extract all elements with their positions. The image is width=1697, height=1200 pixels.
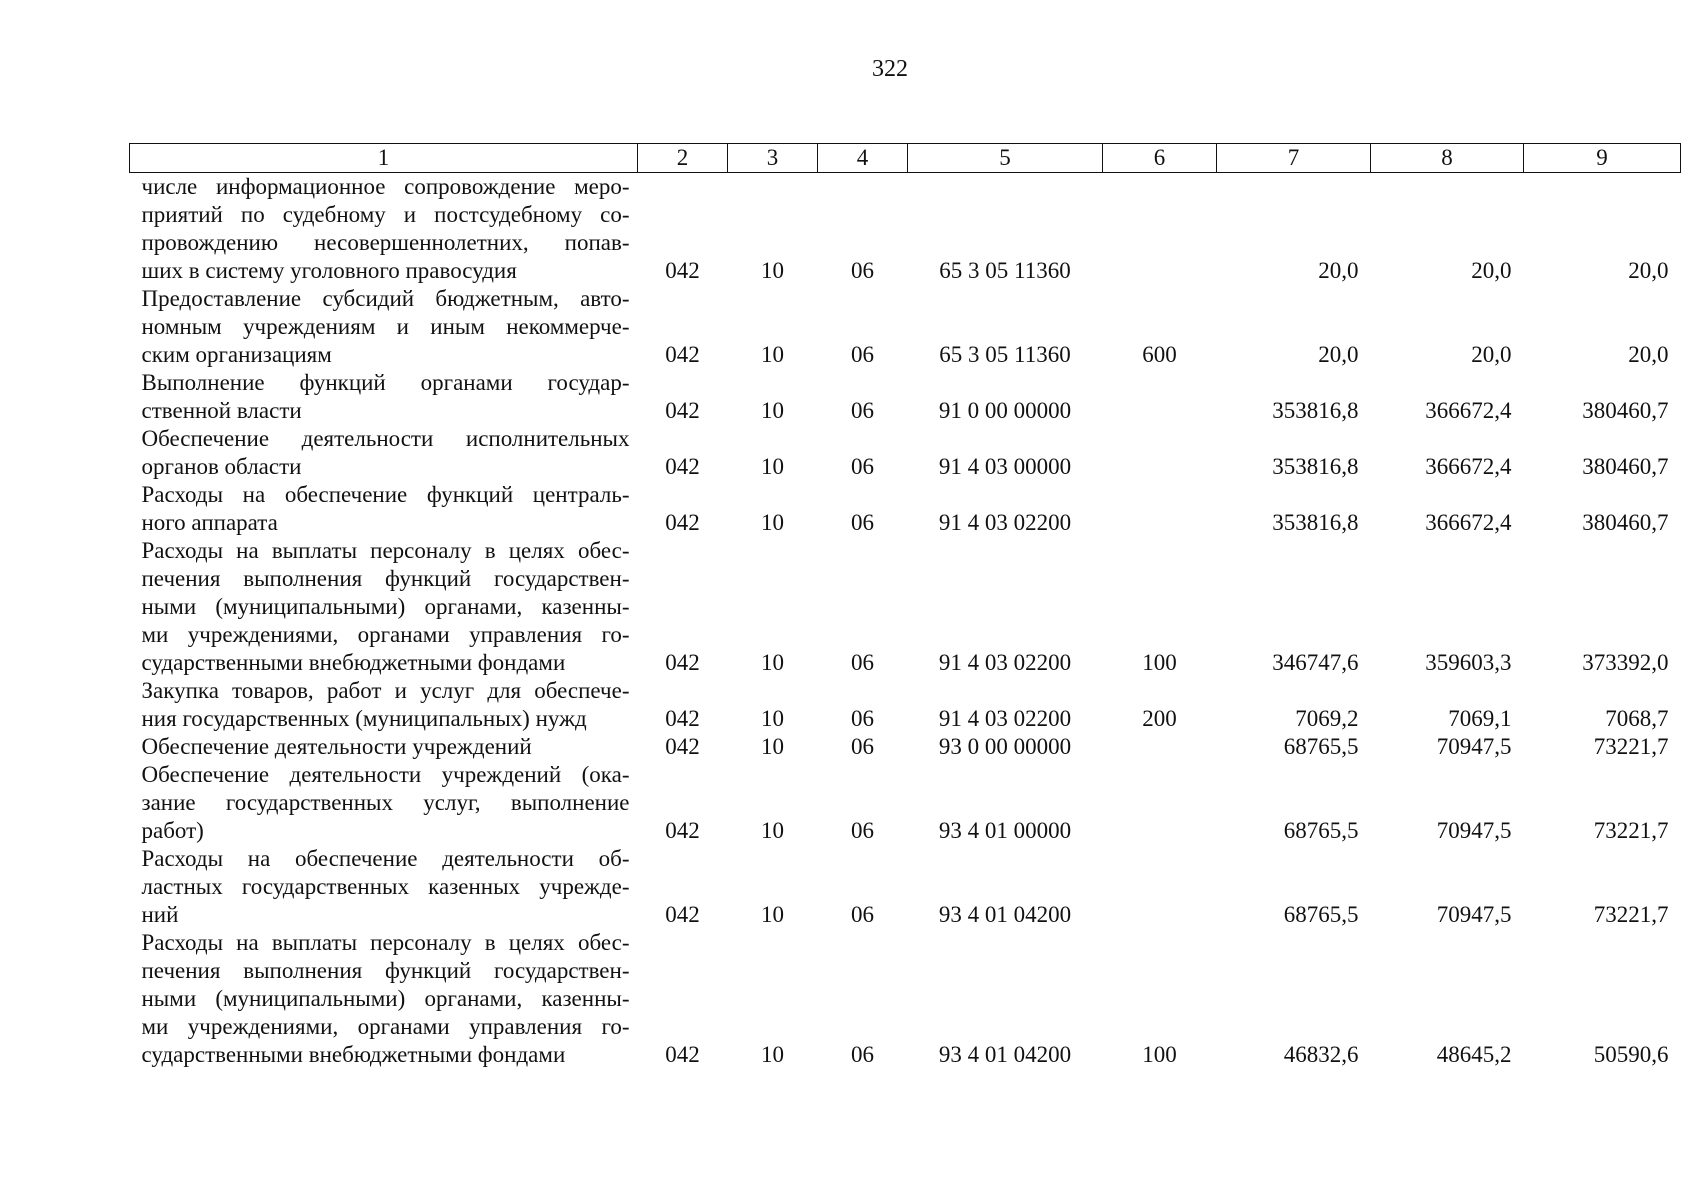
expense-type-code: 100: [1142, 1042, 1177, 1067]
table-body: [130, 173, 1681, 1070]
description-line: ний: [141, 902, 179, 927]
admin-code: 042: [665, 454, 700, 479]
amount-year-2: 20,0: [1471, 258, 1512, 283]
subsection-code: 06: [851, 342, 874, 367]
section-code: 10: [761, 706, 784, 731]
table-row: [130, 481, 1681, 537]
amount-year-2: 366672,4: [1425, 510, 1512, 535]
description-line: сударственными внебюджетными фондами: [141, 650, 566, 675]
subsection-code: 06: [851, 706, 874, 731]
column-header-9: 9: [1524, 144, 1681, 173]
row-description: [130, 173, 638, 286]
subsection-code: 06: [851, 902, 874, 927]
description-line: ного аппарата: [141, 510, 278, 535]
row-description: [130, 537, 638, 677]
amount-year-3: 73221,7: [1593, 902, 1669, 927]
budget-table-container: [129, 143, 1680, 1069]
amount-year-3: 380460,7: [1582, 398, 1669, 423]
table-row: [130, 369, 1681, 425]
target-article-code: 91 4 03 02200: [938, 706, 1072, 731]
column-header-1: 1: [130, 144, 638, 173]
section-code: 10: [761, 342, 784, 367]
description-line: номным учреждениям и иным некоммерче-: [141, 314, 630, 339]
description-line: сударственными внебюджетными фондами: [141, 1042, 566, 1067]
amount-year-3: 20,0: [1628, 342, 1669, 367]
amount-year-2: 359603,3: [1425, 650, 1512, 675]
budget-table: [129, 143, 1681, 1069]
section-code: 10: [761, 902, 784, 927]
section-code: 10: [761, 734, 784, 759]
target-article-code: 93 4 01 04200: [938, 1042, 1072, 1067]
amount-year-1: 346747,6: [1272, 650, 1359, 675]
table-row: [130, 761, 1681, 845]
amount-year-3: 380460,7: [1582, 454, 1669, 479]
description-line: ших в систему уголовного правосудия: [141, 258, 517, 283]
expense-type-code: 100: [1142, 650, 1177, 675]
row-description: [130, 733, 638, 761]
description-line: ными (муниципальными) органами, казенны-: [141, 594, 630, 619]
table-row: [130, 929, 1681, 1069]
column-header-6: 6: [1103, 144, 1217, 173]
target-article-code: 91 4 03 02200: [938, 510, 1072, 535]
amount-year-1: 353816,8: [1272, 454, 1359, 479]
amount-year-1: 68765,5: [1283, 818, 1359, 843]
admin-code: 042: [665, 902, 700, 927]
admin-code: 042: [665, 818, 700, 843]
admin-code: 042: [665, 510, 700, 535]
subsection-code: 06: [851, 734, 874, 759]
description-line: печения выполнения функций государствен-: [141, 566, 630, 591]
description-line: ния государственных (муниципальных) нужд: [141, 706, 587, 731]
column-header-8: 8: [1371, 144, 1524, 173]
amount-year-1: 46832,6: [1283, 1042, 1359, 1067]
table-row: [130, 733, 1681, 761]
column-header-7: 7: [1217, 144, 1371, 173]
subsection-code: 06: [851, 398, 874, 423]
description-line: работ): [141, 818, 204, 843]
amount-year-2: 70947,5: [1436, 818, 1512, 843]
target-article-code: 65 3 05 11360: [939, 342, 1071, 367]
column-number-row: [130, 144, 1681, 173]
row-description: [130, 845, 638, 929]
amount-year-3: 20,0: [1628, 258, 1669, 283]
amount-year-2: 70947,5: [1436, 734, 1512, 759]
amount-year-1: 353816,8: [1272, 398, 1359, 423]
admin-code: 042: [665, 734, 700, 759]
row-description: [130, 929, 638, 1069]
description-line: зание государственных услуг, выполнение: [141, 790, 630, 815]
amount-year-2: 70947,5: [1436, 902, 1512, 927]
admin-code: 042: [665, 650, 700, 675]
description-line: Расходы на выплаты персоналу в целях обес-: [141, 930, 630, 955]
amount-year-3: 380460,7: [1582, 510, 1669, 535]
description-line: Расходы на обеспечение функций централь-: [141, 482, 630, 507]
section-code: 10: [761, 1042, 784, 1067]
target-article-code: 93 0 00 00000: [938, 734, 1072, 759]
target-article-code: 91 4 03 00000: [938, 454, 1072, 479]
target-article-code: 93 4 01 00000: [938, 818, 1072, 843]
admin-code: 042: [665, 398, 700, 423]
row-description: [130, 481, 638, 537]
target-article-code: 93 4 01 04200: [938, 902, 1072, 927]
table-row: [130, 845, 1681, 929]
amount-year-2: 48645,2: [1436, 1042, 1512, 1067]
description-line: органов области: [141, 454, 302, 479]
expense-type-code: [1103, 481, 1217, 537]
table-row: [130, 677, 1681, 733]
description-line: провождению несовершеннолетних, попав-: [141, 230, 630, 255]
expense-type-code: 600: [1142, 342, 1177, 367]
amount-year-2: 366672,4: [1425, 398, 1512, 423]
description-line: ским организациям: [141, 342, 332, 367]
row-description: [130, 285, 638, 369]
description-line: Обеспечение деятельности учреждений: [141, 734, 532, 759]
description-line: Обеспечение деятельности учреждений (ока-: [141, 762, 630, 787]
row-description: [130, 761, 638, 845]
amount-year-2: 20,0: [1471, 342, 1512, 367]
table-row: [130, 537, 1681, 677]
description-line: Закупка товаров, работ и услуг для обеспече-: [141, 678, 630, 703]
table-row: [130, 173, 1681, 286]
description-line: ми учреждениями, органами управления го-: [141, 622, 630, 647]
expense-type-code: [1103, 369, 1217, 425]
description-line: числе информационное сопровождение меро-: [141, 174, 630, 199]
admin-code: 042: [665, 342, 700, 367]
column-header-2: 2: [638, 144, 728, 173]
amount-year-1: 7069,2: [1295, 706, 1359, 731]
subsection-code: 06: [851, 650, 874, 675]
amount-year-2: 7069,1: [1448, 706, 1512, 731]
subsection-code: 06: [851, 258, 874, 283]
admin-code: 042: [665, 1042, 700, 1067]
amount-year-1: 68765,5: [1283, 902, 1359, 927]
amount-year-3: 50590,6: [1593, 1042, 1669, 1067]
amount-year-1: 353816,8: [1272, 510, 1359, 535]
expense-type-code: [1103, 173, 1217, 286]
subsection-code: 06: [851, 818, 874, 843]
amount-year-1: 20,0: [1318, 258, 1359, 283]
row-description: [130, 425, 638, 481]
target-article-code: 65 3 05 11360: [939, 258, 1071, 283]
section-code: 10: [761, 454, 784, 479]
amount-year-3: 7068,7: [1605, 706, 1669, 731]
description-line: ми учреждениями, органами управления го-: [141, 1014, 630, 1039]
section-code: 10: [761, 510, 784, 535]
description-line: ластных государственных казенных учрежде-: [141, 874, 630, 899]
description-line: Расходы на обеспечение деятельности об-: [141, 846, 630, 871]
column-header-5: 5: [908, 144, 1103, 173]
admin-code: 042: [665, 706, 700, 731]
row-description: [130, 369, 638, 425]
description-line: Предоставление субсидий бюджетным, авто-: [141, 286, 630, 311]
amount-year-1: 68765,5: [1283, 734, 1359, 759]
description-line: ственной власти: [141, 398, 302, 423]
amount-year-1: 20,0: [1318, 342, 1359, 367]
amount-year-3: 73221,7: [1593, 818, 1669, 843]
description-line: Выполнение функций органами государ-: [141, 370, 630, 395]
target-article-code: 91 4 03 02200: [938, 650, 1072, 675]
subsection-code: 06: [851, 1042, 874, 1067]
table-row: [130, 425, 1681, 481]
section-code: 10: [761, 398, 784, 423]
row-description: [130, 677, 638, 733]
section-code: 10: [761, 650, 784, 675]
admin-code: 042: [665, 258, 700, 283]
description-line: Обеспечение деятельности исполнительных: [141, 426, 630, 451]
table-row: [130, 285, 1681, 369]
section-code: 10: [761, 258, 784, 283]
expense-type-code: [1103, 845, 1217, 929]
subsection-code: 06: [851, 510, 874, 535]
subsection-code: 06: [851, 454, 874, 479]
expense-type-code: [1103, 733, 1217, 761]
column-header-4: 4: [818, 144, 908, 173]
section-code: 10: [761, 818, 784, 843]
description-line: ными (муниципальными) органами, казенны-: [141, 986, 630, 1011]
page-number: 322: [872, 56, 908, 82]
column-header-3: 3: [728, 144, 818, 173]
expense-type-code: [1103, 761, 1217, 845]
amount-year-2: 366672,4: [1425, 454, 1512, 479]
description-line: Расходы на выплаты персоналу в целях обес-: [141, 538, 630, 563]
description-line: приятий по судебному и постсудебному со-: [141, 202, 630, 227]
description-line: печения выполнения функций государствен-: [141, 958, 630, 983]
expense-type-code: [1103, 425, 1217, 481]
target-article-code: 91 0 00 00000: [938, 398, 1072, 423]
expense-type-code: 200: [1142, 706, 1177, 731]
amount-year-3: 373392,0: [1582, 650, 1669, 675]
table-header: [130, 144, 1681, 173]
amount-year-3: 73221,7: [1593, 734, 1669, 759]
